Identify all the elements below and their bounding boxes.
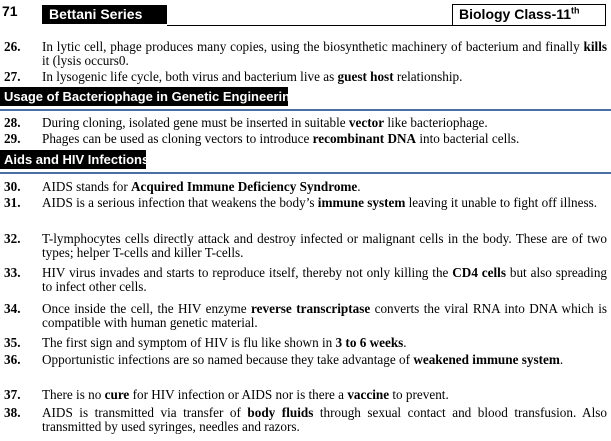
text-run: to prevent. — [389, 387, 449, 402]
bold-term: vector — [348, 115, 385, 130]
section-heading-bacteriophage: Usage of Bacteriophage in Genetic Engineering: — [0, 87, 288, 106]
item-number: 33. — [4, 265, 21, 280]
text-run: Phages can be used as cloning vectors to introduce — [42, 131, 313, 146]
section-divider — [0, 172, 611, 174]
item-text — [42, 180, 607, 194]
series-title: Bettani Series — [42, 5, 167, 24]
text-run: Opportunistic infections are so named because they take advantage of — [42, 352, 414, 367]
item-text — [42, 406, 607, 434]
text-run: Once inside the cell, the HIV enzyme — [42, 301, 252, 316]
item-number: 27. — [4, 69, 21, 84]
item-number: 30. — [4, 179, 21, 194]
item-number: 34. — [4, 301, 21, 316]
text-run: relationship. — [393, 69, 463, 84]
bold-term: Acquired Immune Deficiency Syndrome — [131, 179, 358, 194]
item-number: 31. — [4, 195, 21, 210]
text-run: T-lymphocytes cells directly attack and destroy infected or malignant cells in the body. These are of two types; helper T-cells and killer T-cells. — [42, 231, 607, 260]
bold-term: kills — [583, 39, 607, 54]
text-run: . — [559, 352, 564, 367]
bold-term: CD4 cells — [452, 265, 506, 280]
item-number: 38. — [4, 405, 21, 420]
text-run: AIDS is transmitted via transfer of — [42, 405, 248, 420]
text-run: During cloning, isolated gene must be inserted in suitable — [42, 115, 349, 130]
item-number: 37. — [4, 387, 21, 402]
page-number: 71 — [2, 3, 18, 19]
text-run: HIV virus invades and starts to reproduce itself, thereby not only killing the — [42, 265, 453, 280]
text-run: into bacterial cells. — [416, 131, 520, 146]
item-text — [42, 196, 607, 210]
item-text — [42, 70, 607, 84]
item-number: 36. — [4, 352, 21, 367]
item-text — [42, 132, 607, 146]
item-number: 35. — [4, 335, 21, 350]
item-text — [42, 353, 607, 367]
text-run: it (lysis occurs0. — [42, 53, 129, 68]
item-number: 29. — [4, 131, 21, 146]
bold-term: 3 to 6 weeks — [335, 335, 404, 350]
item-number: 28. — [4, 115, 21, 130]
item-number: 32. — [4, 231, 21, 246]
text-run: converts the viral RNA into DNA which is compatible with human genetic material. — [42, 301, 607, 330]
section-heading-aids: Aids and HIV Infections: — [0, 150, 146, 169]
text-run: leaving it unable to fight off illness. — [405, 195, 598, 210]
text-run: There is no — [42, 387, 105, 402]
text-run: . — [403, 335, 407, 350]
class-label-box — [452, 4, 606, 26]
section-divider — [0, 109, 611, 111]
page-header — [0, 0, 611, 28]
item-text — [42, 388, 607, 402]
header-divider — [167, 25, 452, 26]
text-run: for HIV infection or AIDS nor is there a — [129, 387, 348, 402]
text-run: . — [357, 179, 361, 194]
text-run: In lytic cell, phage produces many copies, using the biosynthetic machinery of bacterium and finally — [42, 39, 584, 54]
bold-term: guest host — [337, 69, 394, 84]
item-number: 26. — [4, 39, 21, 54]
bold-term: body fluids — [247, 405, 314, 420]
bold-term: cure — [104, 387, 130, 402]
bold-term: vaccine — [347, 387, 390, 402]
text-run: AIDS is a serious infection that weakens the body’s — [42, 195, 318, 210]
class-label-superscript: th — [571, 5, 580, 16]
bold-term: immune system — [317, 195, 406, 210]
item-text — [42, 40, 607, 68]
text-run: but also spreading to infect other cells. — [42, 265, 608, 294]
item-text — [42, 232, 607, 260]
text-run: like bacteriophage. — [384, 115, 488, 130]
bold-term: reverse transcriptase — [251, 301, 371, 316]
item-text — [42, 302, 607, 330]
item-text — [42, 336, 607, 350]
text-run: through sexual contact and blood transfusion. Also transmitted by used syringes, needles and razors. — [42, 405, 607, 434]
bold-term: recombinant DNA — [312, 131, 417, 146]
text-run: In lysogenic life cycle, both virus and bacterium live as — [42, 69, 338, 84]
item-text — [42, 266, 607, 294]
text-run: AIDS stands for — [42, 179, 132, 194]
class-label: Biology Class-11 — [459, 6, 572, 22]
bold-term: weakened immune system — [413, 352, 560, 367]
item-text — [42, 116, 607, 130]
text-run: The first sign and symptom of HIV is flu like shown in — [42, 335, 336, 350]
